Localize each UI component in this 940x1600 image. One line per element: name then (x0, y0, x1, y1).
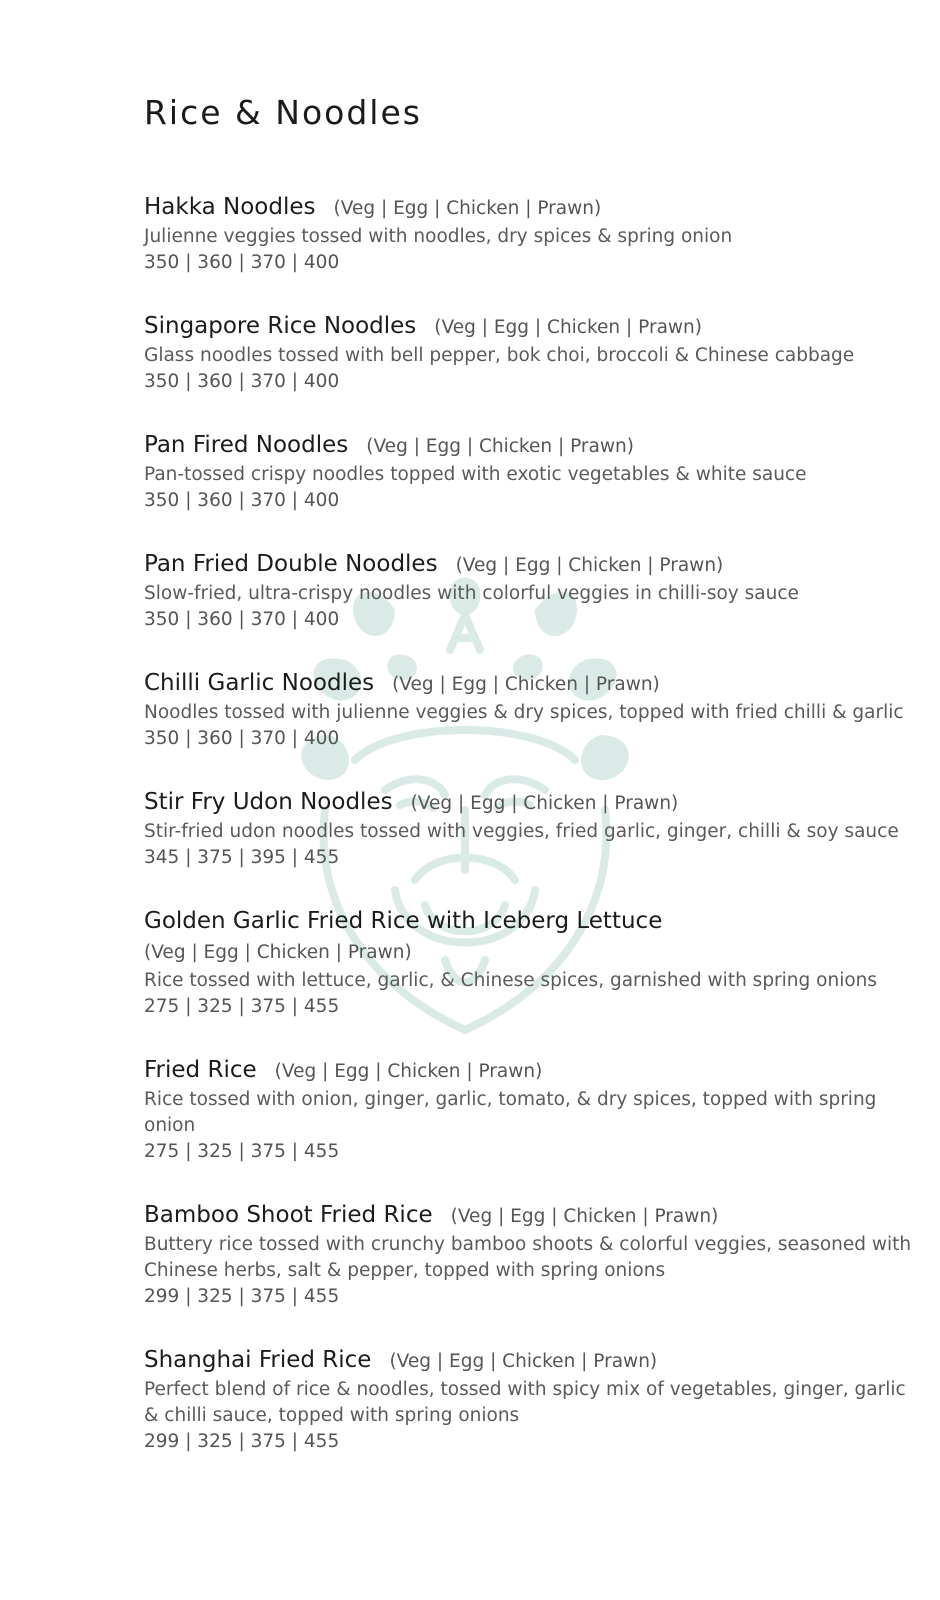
item-prices: 350 | 360 | 370 | 400 (144, 371, 340, 392)
menu-item (144, 787, 924, 871)
menu-item (144, 1345, 924, 1455)
item-name: Golden Garlic Fried Rice with Iceberg Lettuce (144, 908, 663, 934)
item-prices: 350 | 360 | 370 | 400 (144, 252, 340, 273)
page-title: Rice & Noodles (144, 93, 422, 132)
item-description: Slow-fried, ultra-crispy noodles with colorful veggies in chilli-soy sauce (144, 583, 799, 604)
item-prices: 350 | 360 | 370 | 400 (144, 728, 340, 749)
item-options: (Veg | Egg | Chicken | Prawn) (455, 555, 724, 576)
item-name: Shanghai Fried Rice (144, 1347, 372, 1373)
item-name: Stir Fry Udon Noodles (144, 789, 393, 815)
item-prices: 350 | 360 | 370 | 400 (144, 490, 340, 511)
item-name: Singapore Rice Noodles (144, 313, 417, 339)
item-description: Rice tossed with lettuce, garlic, & Chinese spices, garnished with spring onions (144, 970, 878, 991)
item-prices: 299 | 325 | 375 | 455 (144, 1286, 340, 1307)
item-options: (Veg | Egg | Chicken | Prawn) (144, 942, 412, 963)
item-description: Glass noodles tossed with bell pepper, bok choi, broccoli & Chinese cabbage (144, 345, 855, 366)
item-name: Chilli Garlic Noodles (144, 670, 375, 696)
item-description: Noodles tossed with julienne veggies & dry spices, topped with fried chilli & garlic (144, 702, 904, 723)
item-description: Rice tossed with onion, ginger, garlic, tomato, & dry spices, topped with spring onion (144, 1089, 877, 1136)
menu-item (144, 1055, 924, 1165)
item-description: Pan-tossed crispy noodles topped with exotic vegetables & white sauce (144, 464, 807, 485)
menu-item (144, 668, 924, 752)
menu-item (144, 1200, 924, 1310)
item-name: Hakka Noodles (144, 194, 316, 220)
item-name: Pan Fired Noodles (144, 432, 349, 458)
item-options: (Veg | Egg | Chicken | Prawn) (274, 1061, 543, 1082)
item-description: Buttery rice tossed with crunchy bamboo shoots & colorful veggies, seasoned with Chinese herbs, salt & pepper, topped with spring onions (144, 1234, 912, 1281)
item-prices: 275 | 325 | 375 | 455 (144, 996, 340, 1017)
menu-item (144, 311, 924, 395)
item-options: (Veg | Egg | Chicken | Prawn) (333, 198, 602, 219)
item-options: (Veg | Egg | Chicken | Prawn) (450, 1206, 719, 1227)
item-name: Bamboo Shoot Fried Rice (144, 1202, 433, 1228)
item-description: Perfect blend of rice & noodles, tossed with spicy mix of vegetables, ginger, garlic & chilli sauce, topped with spring onions (144, 1379, 906, 1426)
item-prices: 350 | 360 | 370 | 400 (144, 609, 340, 630)
item-options: (Veg | Egg | Chicken | Prawn) (392, 674, 660, 695)
menu-item (144, 430, 924, 514)
item-name: Pan Fried Double Noodles (144, 551, 438, 577)
item-prices: 299 | 325 | 375 | 455 (144, 1431, 340, 1452)
item-options: (Veg | Egg | Chicken | Prawn) (366, 436, 634, 457)
menu-item (144, 549, 924, 633)
item-description: Julienne veggies tossed with noodles, dry spices & spring onion (144, 226, 733, 247)
item-options: (Veg | Egg | Chicken | Prawn) (410, 793, 679, 814)
item-name: Fried Rice (144, 1057, 257, 1083)
item-options: (Veg | Egg | Chicken | Prawn) (389, 1351, 658, 1372)
item-prices: 275 | 325 | 375 | 455 (144, 1141, 340, 1162)
menu-item (144, 906, 924, 1020)
item-options: (Veg | Egg | Chicken | Prawn) (434, 317, 702, 338)
item-description: Stir-fried udon noodles tossed with veggies, fried garlic, ginger, chilli & soy sauce (144, 821, 899, 842)
menu-item (144, 192, 924, 276)
item-prices: 345 | 375 | 395 | 455 (144, 847, 340, 868)
